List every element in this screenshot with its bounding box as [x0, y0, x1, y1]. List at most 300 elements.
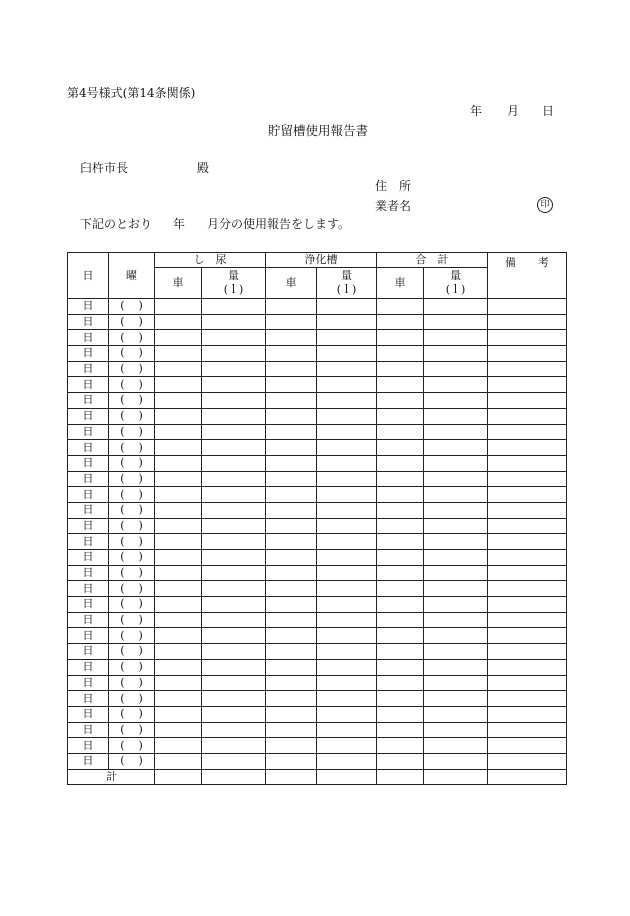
- remarks-cell[interactable]: [488, 550, 567, 566]
- septic-car-cell[interactable]: [266, 502, 317, 518]
- remarks-cell[interactable]: [488, 408, 567, 424]
- night-soil-car-cell[interactable]: [155, 597, 202, 613]
- weekday-open-paren: (: [120, 722, 125, 736]
- night-soil-car-cell[interactable]: [155, 738, 202, 754]
- remarks-cell[interactable]: [488, 393, 567, 409]
- total-car-cell[interactable]: [377, 722, 424, 738]
- total-amount-cell[interactable]: [424, 346, 488, 362]
- header-group-night-soil: し 尿: [155, 253, 266, 268]
- total-car-cell[interactable]: [377, 565, 424, 581]
- remarks-cell[interactable]: [488, 330, 567, 346]
- total-cell[interactable]: [488, 769, 567, 784]
- remarks-cell[interactable]: [488, 299, 567, 315]
- business-name-label: 業者名: [375, 199, 412, 213]
- night-soil-amount-cell[interactable]: [202, 565, 266, 581]
- septic-amount-cell[interactable]: [317, 659, 377, 675]
- night-soil-amount-cell[interactable]: [202, 534, 266, 550]
- night-soil-amount-cell[interactable]: [202, 299, 266, 315]
- total-car-cell[interactable]: [377, 612, 424, 628]
- total-car-cell[interactable]: [377, 393, 424, 409]
- septic-amount-cell[interactable]: [317, 377, 377, 393]
- total-car-cell[interactable]: [377, 659, 424, 675]
- night-soil-car-cell[interactable]: [155, 471, 202, 487]
- septic-amount-cell[interactable]: [317, 393, 377, 409]
- night-soil-amount-cell[interactable]: [202, 424, 266, 440]
- row-weekday-cell: [109, 581, 155, 597]
- septic-amount-cell[interactable]: [317, 597, 377, 613]
- row-weekday-cell: [109, 550, 155, 566]
- total-car-cell[interactable]: [377, 675, 424, 691]
- total-car-cell[interactable]: [377, 361, 424, 377]
- septic-car-cell[interactable]: [266, 393, 317, 409]
- total-car-cell[interactable]: [377, 424, 424, 440]
- septic-amount-cell[interactable]: [317, 612, 377, 628]
- weekday-open-paren: (: [120, 691, 125, 705]
- total-amount-cell[interactable]: [424, 628, 488, 644]
- table-row: [68, 659, 567, 675]
- remarks-cell[interactable]: [488, 502, 567, 518]
- row-weekday-cell: [109, 518, 155, 534]
- septic-car-cell[interactable]: [266, 518, 317, 534]
- septic-amount-cell[interactable]: [317, 346, 377, 362]
- header-remarks: 備 考: [488, 253, 567, 299]
- septic-car-cell[interactable]: [266, 581, 317, 597]
- remarks-cell[interactable]: [488, 597, 567, 613]
- remarks-cell[interactable]: [488, 565, 567, 581]
- remarks-cell[interactable]: [488, 581, 567, 597]
- night-soil-car-cell[interactable]: [155, 659, 202, 675]
- total-cell[interactable]: [317, 769, 377, 784]
- septic-car-cell[interactable]: [266, 675, 317, 691]
- septic-amount-cell[interactable]: [317, 424, 377, 440]
- remarks-cell[interactable]: [488, 675, 567, 691]
- total-car-cell[interactable]: [377, 597, 424, 613]
- table-row: [68, 534, 567, 550]
- night-soil-car-cell[interactable]: [155, 346, 202, 362]
- total-car-cell[interactable]: [377, 518, 424, 534]
- remarks-cell[interactable]: [488, 722, 567, 738]
- septic-amount-cell[interactable]: [317, 628, 377, 644]
- row-weekday-cell: [109, 706, 155, 722]
- night-soil-amount-cell[interactable]: [202, 377, 266, 393]
- septic-car-cell[interactable]: [266, 346, 317, 362]
- total-car-cell[interactable]: [377, 299, 424, 315]
- septic-car-cell[interactable]: [266, 440, 317, 456]
- total-car-cell[interactable]: [377, 455, 424, 471]
- night-soil-car-cell[interactable]: [155, 534, 202, 550]
- night-soil-car-cell[interactable]: [155, 424, 202, 440]
- total-cell[interactable]: [202, 769, 266, 784]
- septic-amount-cell[interactable]: [317, 534, 377, 550]
- septic-car-cell[interactable]: [266, 628, 317, 644]
- septic-amount-cell[interactable]: [317, 502, 377, 518]
- septic-amount-cell[interactable]: [317, 330, 377, 346]
- septic-car-cell[interactable]: [266, 424, 317, 440]
- total-amount-cell[interactable]: [424, 612, 488, 628]
- total-amount-cell[interactable]: [424, 408, 488, 424]
- septic-car-cell[interactable]: [266, 738, 317, 754]
- row-weekday-cell: [109, 597, 155, 613]
- row-weekday-cell: [109, 691, 155, 707]
- weekday-open-paren: (: [120, 456, 125, 470]
- total-car-cell[interactable]: [377, 314, 424, 330]
- night-soil-amount-cell[interactable]: [202, 691, 266, 707]
- night-soil-car-cell[interactable]: [155, 628, 202, 644]
- total-amount-cell[interactable]: [424, 487, 488, 503]
- remarks-cell[interactable]: [488, 314, 567, 330]
- table-row: [68, 644, 567, 660]
- night-soil-amount-cell[interactable]: [202, 455, 266, 471]
- header-amount: [424, 268, 488, 299]
- row-weekday-cell: [109, 502, 155, 518]
- table-row: [68, 628, 567, 644]
- night-soil-car-cell[interactable]: [155, 330, 202, 346]
- weekday-open-paren: (: [120, 409, 125, 423]
- addressee-honorific: 殿: [197, 161, 210, 175]
- table-row: [68, 565, 567, 581]
- night-soil-amount-cell[interactable]: [202, 518, 266, 534]
- total-car-cell[interactable]: [377, 644, 424, 660]
- night-soil-car-cell[interactable]: [155, 377, 202, 393]
- septic-amount-cell[interactable]: [317, 722, 377, 738]
- amount-unit: (ｌ): [223, 283, 244, 296]
- night-soil-car-cell[interactable]: [155, 753, 202, 769]
- total-car-cell[interactable]: [377, 330, 424, 346]
- weekday-close-paren: ): [138, 644, 143, 658]
- night-soil-car-cell[interactable]: [155, 706, 202, 722]
- table-row: [68, 346, 567, 362]
- total-amount-cell[interactable]: [424, 738, 488, 754]
- septic-car-cell[interactable]: [266, 644, 317, 660]
- night-soil-amount-cell[interactable]: [202, 408, 266, 424]
- table-row: [68, 597, 567, 613]
- total-amount-cell[interactable]: [424, 597, 488, 613]
- row-weekday-cell: [109, 361, 155, 377]
- table-row: [68, 550, 567, 566]
- night-soil-amount-cell[interactable]: [202, 753, 266, 769]
- septic-car-cell[interactable]: [266, 597, 317, 613]
- night-soil-amount-cell[interactable]: [202, 644, 266, 660]
- total-car-cell[interactable]: [377, 534, 424, 550]
- total-car-cell[interactable]: [377, 738, 424, 754]
- table-row: [68, 675, 567, 691]
- total-car-cell[interactable]: [377, 628, 424, 644]
- row-day-label: 日: [68, 659, 109, 675]
- total-car-cell[interactable]: [377, 377, 424, 393]
- header-car: 車: [155, 268, 202, 299]
- weekday-close-paren: ): [138, 707, 143, 721]
- septic-car-cell[interactable]: [266, 314, 317, 330]
- row-weekday-cell: [109, 628, 155, 644]
- total-amount-cell[interactable]: [424, 565, 488, 581]
- septic-amount-cell[interactable]: [317, 691, 377, 707]
- septic-amount-cell[interactable]: [317, 440, 377, 456]
- night-soil-amount-cell[interactable]: [202, 440, 266, 456]
- remarks-cell[interactable]: [488, 440, 567, 456]
- total-car-cell[interactable]: [377, 346, 424, 362]
- remarks-cell[interactable]: [488, 691, 567, 707]
- night-soil-amount-cell[interactable]: [202, 612, 266, 628]
- weekday-open-paren: (: [120, 471, 125, 485]
- table-row: [68, 612, 567, 628]
- table-row: [68, 487, 567, 503]
- night-soil-car-cell[interactable]: [155, 440, 202, 456]
- weekday-open-paren: (: [120, 362, 125, 376]
- remarks-cell[interactable]: [488, 659, 567, 675]
- total-amount-cell[interactable]: [424, 581, 488, 597]
- total-amount-cell[interactable]: [424, 361, 488, 377]
- row-weekday-cell: [109, 534, 155, 550]
- septic-car-cell[interactable]: [266, 377, 317, 393]
- total-car-cell[interactable]: [377, 440, 424, 456]
- total-cell[interactable]: [155, 769, 202, 784]
- septic-amount-cell[interactable]: [317, 706, 377, 722]
- septic-amount-cell[interactable]: [317, 408, 377, 424]
- remarks-cell[interactable]: [488, 628, 567, 644]
- night-soil-amount-cell[interactable]: [202, 471, 266, 487]
- weekday-open-paren: (: [120, 754, 125, 768]
- row-weekday-cell: [109, 722, 155, 738]
- total-car-cell[interactable]: [377, 753, 424, 769]
- remarks-cell[interactable]: [488, 706, 567, 722]
- night-soil-amount-cell[interactable]: [202, 659, 266, 675]
- night-soil-car-cell[interactable]: [155, 581, 202, 597]
- total-cell[interactable]: [377, 769, 424, 784]
- total-car-cell[interactable]: [377, 691, 424, 707]
- total-amount-cell[interactable]: [424, 518, 488, 534]
- total-car-cell[interactable]: [377, 550, 424, 566]
- night-soil-car-cell[interactable]: [155, 361, 202, 377]
- septic-amount-cell[interactable]: [317, 581, 377, 597]
- remarks-cell[interactable]: [488, 455, 567, 471]
- septic-amount-cell[interactable]: [317, 675, 377, 691]
- septic-amount-cell[interactable]: [317, 550, 377, 566]
- septic-car-cell[interactable]: [266, 612, 317, 628]
- total-amount-cell[interactable]: [424, 675, 488, 691]
- night-soil-amount-cell[interactable]: [202, 675, 266, 691]
- weekday-close-paren: ): [138, 471, 143, 485]
- table-row: [68, 738, 567, 754]
- septic-amount-cell[interactable]: [317, 753, 377, 769]
- night-soil-car-cell[interactable]: [155, 518, 202, 534]
- weekday-close-paren: ): [138, 377, 143, 391]
- septic-car-cell[interactable]: [266, 299, 317, 315]
- night-soil-car-cell[interactable]: [155, 691, 202, 707]
- night-soil-amount-cell[interactable]: [202, 330, 266, 346]
- septic-amount-cell[interactable]: [317, 361, 377, 377]
- night-soil-amount-cell[interactable]: [202, 581, 266, 597]
- septic-amount-cell[interactable]: [317, 565, 377, 581]
- total-amount-cell[interactable]: [424, 691, 488, 707]
- night-soil-car-cell[interactable]: [155, 299, 202, 315]
- weekday-open-paren: (: [120, 440, 125, 454]
- remarks-cell[interactable]: [488, 346, 567, 362]
- septic-car-cell[interactable]: [266, 455, 317, 471]
- weekday-close-paren: ): [138, 503, 143, 517]
- night-soil-car-cell[interactable]: [155, 502, 202, 518]
- night-soil-amount-cell[interactable]: [202, 502, 266, 518]
- row-day-label: 日: [68, 644, 109, 660]
- septic-car-cell[interactable]: [266, 471, 317, 487]
- weekday-open-paren: (: [120, 299, 125, 313]
- night-soil-car-cell[interactable]: [155, 393, 202, 409]
- septic-amount-cell[interactable]: [317, 455, 377, 471]
- amount-label: 量: [341, 269, 352, 282]
- table-row: [68, 722, 567, 738]
- date-year-label: 年: [470, 104, 483, 118]
- total-amount-cell[interactable]: [424, 330, 488, 346]
- night-soil-amount-cell[interactable]: [202, 487, 266, 503]
- night-soil-amount-cell[interactable]: [202, 346, 266, 362]
- remarks-cell[interactable]: [488, 738, 567, 754]
- row-weekday-cell: [109, 659, 155, 675]
- weekday-close-paren: ): [138, 613, 143, 627]
- septic-car-cell[interactable]: [266, 565, 317, 581]
- row-day-label: 日: [68, 471, 109, 487]
- total-car-cell[interactable]: [377, 408, 424, 424]
- septic-amount-cell[interactable]: [317, 518, 377, 534]
- total-amount-cell[interactable]: [424, 706, 488, 722]
- weekday-close-paren: ): [138, 409, 143, 423]
- septic-amount-cell[interactable]: [317, 487, 377, 503]
- septic-amount-cell[interactable]: [317, 299, 377, 315]
- total-amount-cell[interactable]: [424, 455, 488, 471]
- weekday-close-paren: ): [138, 330, 143, 344]
- total-cell[interactable]: [266, 769, 317, 784]
- header-group-total: 合 計: [377, 253, 488, 268]
- total-car-cell[interactable]: [377, 706, 424, 722]
- night-soil-amount-cell[interactable]: [202, 314, 266, 330]
- septic-car-cell[interactable]: [266, 706, 317, 722]
- night-soil-amount-cell[interactable]: [202, 706, 266, 722]
- night-soil-amount-cell[interactable]: [202, 393, 266, 409]
- addressee-name: 臼杵市長: [80, 161, 129, 175]
- row-weekday-cell: [109, 675, 155, 691]
- septic-amount-cell[interactable]: [317, 314, 377, 330]
- night-soil-car-cell[interactable]: [155, 722, 202, 738]
- night-soil-car-cell[interactable]: [155, 314, 202, 330]
- weekday-open-paren: (: [120, 534, 125, 548]
- row-day-label: 日: [68, 377, 109, 393]
- septic-car-cell[interactable]: [266, 361, 317, 377]
- weekday-close-paren: ): [138, 487, 143, 501]
- night-soil-car-cell[interactable]: [155, 487, 202, 503]
- remarks-cell[interactable]: [488, 424, 567, 440]
- total-car-cell[interactable]: [377, 471, 424, 487]
- row-weekday-cell: [109, 424, 155, 440]
- row-weekday-cell: [109, 738, 155, 754]
- row-weekday-cell: [109, 471, 155, 487]
- total-car-cell[interactable]: [377, 502, 424, 518]
- septic-car-cell[interactable]: [266, 659, 317, 675]
- total-amount-cell[interactable]: [424, 534, 488, 550]
- table-row: [68, 691, 567, 707]
- row-day-label: 日: [68, 487, 109, 503]
- total-amount-cell[interactable]: [424, 299, 488, 315]
- night-soil-amount-cell[interactable]: [202, 628, 266, 644]
- remarks-cell[interactable]: [488, 487, 567, 503]
- total-amount-cell[interactable]: [424, 440, 488, 456]
- row-day-label: 日: [68, 753, 109, 769]
- septic-car-cell[interactable]: [266, 408, 317, 424]
- total-amount-cell[interactable]: [424, 659, 488, 675]
- total-amount-cell[interactable]: [424, 502, 488, 518]
- weekday-open-paren: (: [120, 628, 125, 642]
- remarks-cell[interactable]: [488, 518, 567, 534]
- remarks-cell[interactable]: [488, 612, 567, 628]
- night-soil-car-cell[interactable]: [155, 550, 202, 566]
- table-row: [68, 314, 567, 330]
- weekday-open-paren: (: [120, 424, 125, 438]
- remarks-cell[interactable]: [488, 644, 567, 660]
- weekday-close-paren: ): [138, 566, 143, 580]
- weekday-close-paren: ): [138, 660, 143, 674]
- header-amount: [202, 268, 266, 299]
- night-soil-car-cell[interactable]: [155, 565, 202, 581]
- weekday-close-paren: ): [138, 518, 143, 532]
- night-soil-amount-cell[interactable]: [202, 738, 266, 754]
- night-soil-amount-cell[interactable]: [202, 597, 266, 613]
- total-amount-cell[interactable]: [424, 314, 488, 330]
- remarks-cell[interactable]: [488, 753, 567, 769]
- septic-amount-cell[interactable]: [317, 738, 377, 754]
- remarks-cell[interactable]: [488, 534, 567, 550]
- remarks-cell[interactable]: [488, 377, 567, 393]
- header-group-septic-tank: 浄化槽: [266, 253, 377, 268]
- weekday-open-paren: (: [120, 377, 125, 391]
- total-amount-cell[interactable]: [424, 644, 488, 660]
- remarks-cell[interactable]: [488, 361, 567, 377]
- septic-car-cell[interactable]: [266, 753, 317, 769]
- septic-car-cell[interactable]: [266, 550, 317, 566]
- septic-amount-cell[interactable]: [317, 471, 377, 487]
- statement-suffix: 月分の使用報告をします。: [207, 217, 351, 231]
- total-amount-cell[interactable]: [424, 377, 488, 393]
- total-car-cell[interactable]: [377, 487, 424, 503]
- row-weekday-cell: [109, 612, 155, 628]
- night-soil-car-cell[interactable]: [155, 408, 202, 424]
- total-amount-cell[interactable]: [424, 550, 488, 566]
- total-car-cell[interactable]: [377, 581, 424, 597]
- total-amount-cell[interactable]: [424, 471, 488, 487]
- total-amount-cell[interactable]: [424, 393, 488, 409]
- total-cell[interactable]: [424, 769, 488, 784]
- septic-car-cell[interactable]: [266, 691, 317, 707]
- night-soil-amount-cell[interactable]: [202, 550, 266, 566]
- total-amount-cell[interactable]: [424, 753, 488, 769]
- night-soil-car-cell[interactable]: [155, 612, 202, 628]
- weekday-close-paren: ): [138, 550, 143, 564]
- night-soil-car-cell[interactable]: [155, 455, 202, 471]
- weekday-close-paren: ): [138, 393, 143, 407]
- septic-amount-cell[interactable]: [317, 644, 377, 660]
- septic-car-cell[interactable]: [266, 534, 317, 550]
- night-soil-amount-cell[interactable]: [202, 722, 266, 738]
- row-day-label: 日: [68, 518, 109, 534]
- septic-car-cell[interactable]: [266, 722, 317, 738]
- total-amount-cell[interactable]: [424, 424, 488, 440]
- row-weekday-cell: [109, 440, 155, 456]
- night-soil-car-cell[interactable]: [155, 675, 202, 691]
- septic-car-cell[interactable]: [266, 330, 317, 346]
- night-soil-amount-cell[interactable]: [202, 361, 266, 377]
- row-day-label: 日: [68, 408, 109, 424]
- total-amount-cell[interactable]: [424, 722, 488, 738]
- row-day-label: 日: [68, 628, 109, 644]
- night-soil-car-cell[interactable]: [155, 644, 202, 660]
- remarks-cell[interactable]: [488, 471, 567, 487]
- septic-car-cell[interactable]: [266, 487, 317, 503]
